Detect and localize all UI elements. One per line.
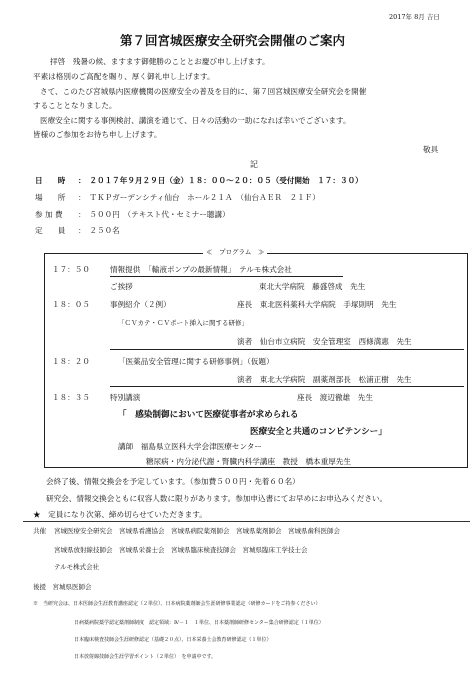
lecture-title: 「 感染制御において医療従事者が求められる <box>118 410 299 420</box>
detail-value: ： ＴＫＰガーデンシティ仙台 ホール２１Ａ （仙台ＡＥＲ ２１Ｆ） <box>78 193 320 202</box>
sponsor-label: 共催 <box>33 527 46 535</box>
program-time: １８：０５ <box>52 300 90 309</box>
detail-label: 日 時 <box>35 176 66 185</box>
greeting-line: することとなりました。 <box>33 101 117 110</box>
program-text: 事例紹介（２例） <box>110 300 171 309</box>
program-time: １７：５０ <box>52 265 90 274</box>
greeting-line: 皆様のご参加をお待ち申し上げます。 <box>33 130 162 139</box>
note: ★ 定員になり次第、締め切らせていただきます。 <box>33 510 207 519</box>
program-text: ご挨拶 <box>110 282 133 291</box>
sponsor-line: テルモ株式会社 <box>54 563 100 571</box>
detail-label: 参 加 費 <box>35 210 63 219</box>
program-right: 演者 東北大学病院 副薬剤部長 松浦正樹 先生 <box>237 375 412 384</box>
program-text: 糖尿病・内分泌代謝・腎臓内科学講座 教授 橋本重厚先生 <box>146 457 352 466</box>
document-date: 2017年 8月 吉日 <box>389 13 440 21</box>
note: 研究会、情報交換会ともに収容人数に限りがあります。参加申込書にてお早めにお申込みください。 <box>46 494 388 503</box>
underline <box>110 276 343 277</box>
lecture-title: 医療安全と共通のコンピテンシー」 <box>250 427 387 437</box>
program-text: 「ＣＶカテ・ＣＶポート挿入に関する研修」 <box>118 319 248 327</box>
detail-value: ： ５００円 （テキスト代・セミナー聴講） <box>78 210 230 219</box>
detail-label: 場 所 <box>35 193 66 202</box>
detail-value: ： ２０１７年９月２９日（金）１８：００～２０：０５（受付開始 １７：３０） <box>78 176 363 185</box>
greeting-line: 医療安全に関する事例検討、講演を通じて、日々の活動の一助になれば幸いでございます。 <box>40 116 351 125</box>
credit-line: ※ 当研究会は、日本医師会生涯教育講座認定（２単位）、日本病院薬剤師会生涯研修事業認定（研修カードをご持参ください） <box>33 601 321 607</box>
separator <box>23 521 470 522</box>
program-text: 情報提供 「輸液ポンプの最新情報」 テルモ株式会社 <box>110 265 292 274</box>
divider <box>110 349 464 350</box>
detail-label: 定 員 <box>35 226 66 235</box>
sponsor-line: 宮城医療安全研究会 宮城県看護協会 宮城県病院薬剤師会 宮城県薬剤師会 宮城県歯科医師会 <box>54 527 340 535</box>
support-line: 後援 宮城県医師会 <box>33 583 92 591</box>
document-title: 第７回宮城医療安全研究会開催のご案内 <box>120 33 346 48</box>
detail-value: ： ２５０名 <box>78 226 120 235</box>
credit-line: 日病薬病院薬学認定薬剤師制度 認定領域：Ⅳ－１ １単位、日本薬剤師研修センター集合研修認定（１単位） <box>74 620 324 626</box>
program-heading: ≪ プログラム ≫ <box>203 247 267 256</box>
program-right: 演者 仙台市立病院 安全管理室 西條満惠 先生 <box>237 337 412 346</box>
sponsor-line: 宮城県放射線技師会 宮城県栄養士会 宮城県臨床検査技師会 宮城県臨床工学技士会 <box>54 546 308 554</box>
program-right: 東北大学病院 藤盛啓成 先生 <box>259 282 366 291</box>
greeting-line: 平素は格別のご高配を賜り、厚く御礼申し上げます。 <box>33 72 215 81</box>
ki-marker: 記 <box>250 160 258 169</box>
program-time: １８：２０ <box>52 357 90 366</box>
note: 会終了後、情報交換会を予定しています。（参加費５００円・先着６０名） <box>46 477 300 486</box>
program-text: 特別講演 <box>110 393 141 402</box>
program-time: １８：３５ <box>52 393 90 402</box>
greeting-line: さて、このたび宮城県内医療機関の医療安全の普及を目的に、第７回宮城医療安全研究会を開催 <box>40 87 367 96</box>
program-right: 座長 渡辺徹雄 先生 <box>297 393 373 402</box>
divider <box>110 386 464 387</box>
program-text: 講師 福島県立医科大学会津医療センター <box>118 442 262 451</box>
closing-remark: 敬具 <box>423 145 439 154</box>
greeting-line: 拝啓 残暑の候、ますます御健勝のこととお慶び申し上げます。 <box>50 57 270 66</box>
credit-line: 日本放射線技師会生涯学習ポイント（２単位） を申請中です。 <box>74 654 217 660</box>
credit-line: 日本臨床検査技師会生涯研修認定（基礎２０点）、日本栄養士会教育研修認定（１単位） <box>74 637 272 643</box>
program-text: 「医薬品安全管理に関する研修事例」（仮題） <box>118 357 274 366</box>
program-right: 座長 東北医科薬科大学病院 手塚則明 先生 <box>237 300 397 309</box>
